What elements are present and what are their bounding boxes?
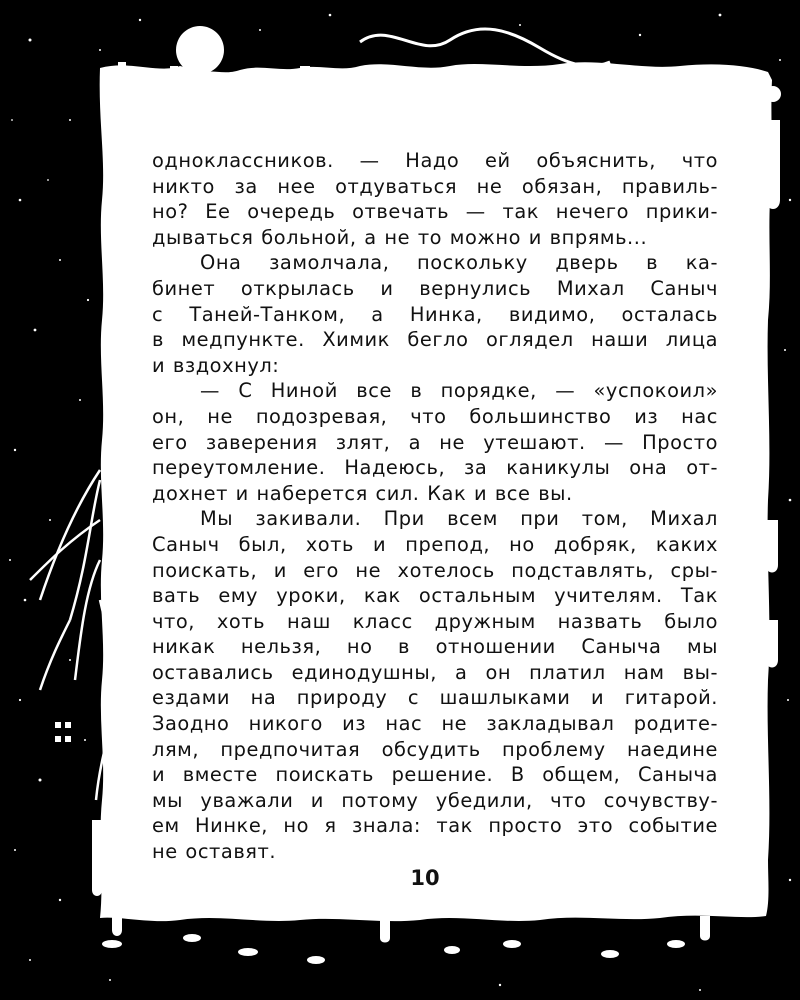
text-line: бинет открылась и вернулись Михал Саныч [152,276,718,300]
text-line: одноклассников. — Надо ей объяснить, что [152,149,718,172]
text-line: дываться больной, а не то можно и впрямь... [152,225,648,249]
text-line: его заверения злят, а не утешают. — Просто [152,430,718,454]
text-line: оставались единодушны, а он платил нам вы- [152,660,718,684]
text-line: с Таней-Танком, а Нинка, видимо, осталась [152,302,718,326]
text-line: — С Ниной все в порядке, — «успокоил» [200,379,718,403]
text-line: переутомление. Надеюсь, за каникулы она от- [152,456,718,480]
text-line: лям, предпочитая обсудить проблему наедине [152,737,718,761]
text-line: в медпункте. Химик бегло оглядел наши лица [152,328,718,352]
text-line: что, хоть наш класс дружным назвать было [152,609,718,633]
text-line: дохнет и наберется сил. Как и все вы. [152,481,573,505]
text-line: Заодно никого из нас не закладывал родите- [152,712,718,736]
text-line: Мы закивали. При всем при том, Михал [200,507,718,531]
text-line: ем Нинке, но я знала: так просто это событие [152,814,718,838]
text-line: и вздохнул: [152,353,280,377]
window-lights [55,722,71,742]
page-text [152,148,718,865]
text-line: никто за нее отдуваться не обязан, правиль- [152,174,718,198]
text-line: но? Ее очередь отвечать — так нечего прики- [152,200,718,224]
text-line: ездами на природу с шашлыками и гитарой. [152,686,718,710]
text-line: Она замолчала, поскольку дверь в ка- [200,251,718,275]
text-line: никак нельзя, но в отношении Саныча мы [152,635,718,659]
text-line: вать ему уроки, как остальным учителям. Так [152,584,718,608]
eyes-decoration [102,934,685,964]
text-line: не оставят. [152,840,277,864]
text-line: и вместе поискать решение. В общем, Саныча [152,763,718,787]
text-line: мы уважали и потому убедили, что сочувству- [152,788,718,812]
text-line: поискать, и его не хотелось подставлять, сры- [152,558,718,582]
page-number: 10 [410,866,440,890]
text-line: он, не подозревая, что большинство из нас [152,404,718,428]
swirl-ornament [360,29,610,66]
text-line: Саныч был, хоть и препод, но добряк, каких [152,532,718,556]
